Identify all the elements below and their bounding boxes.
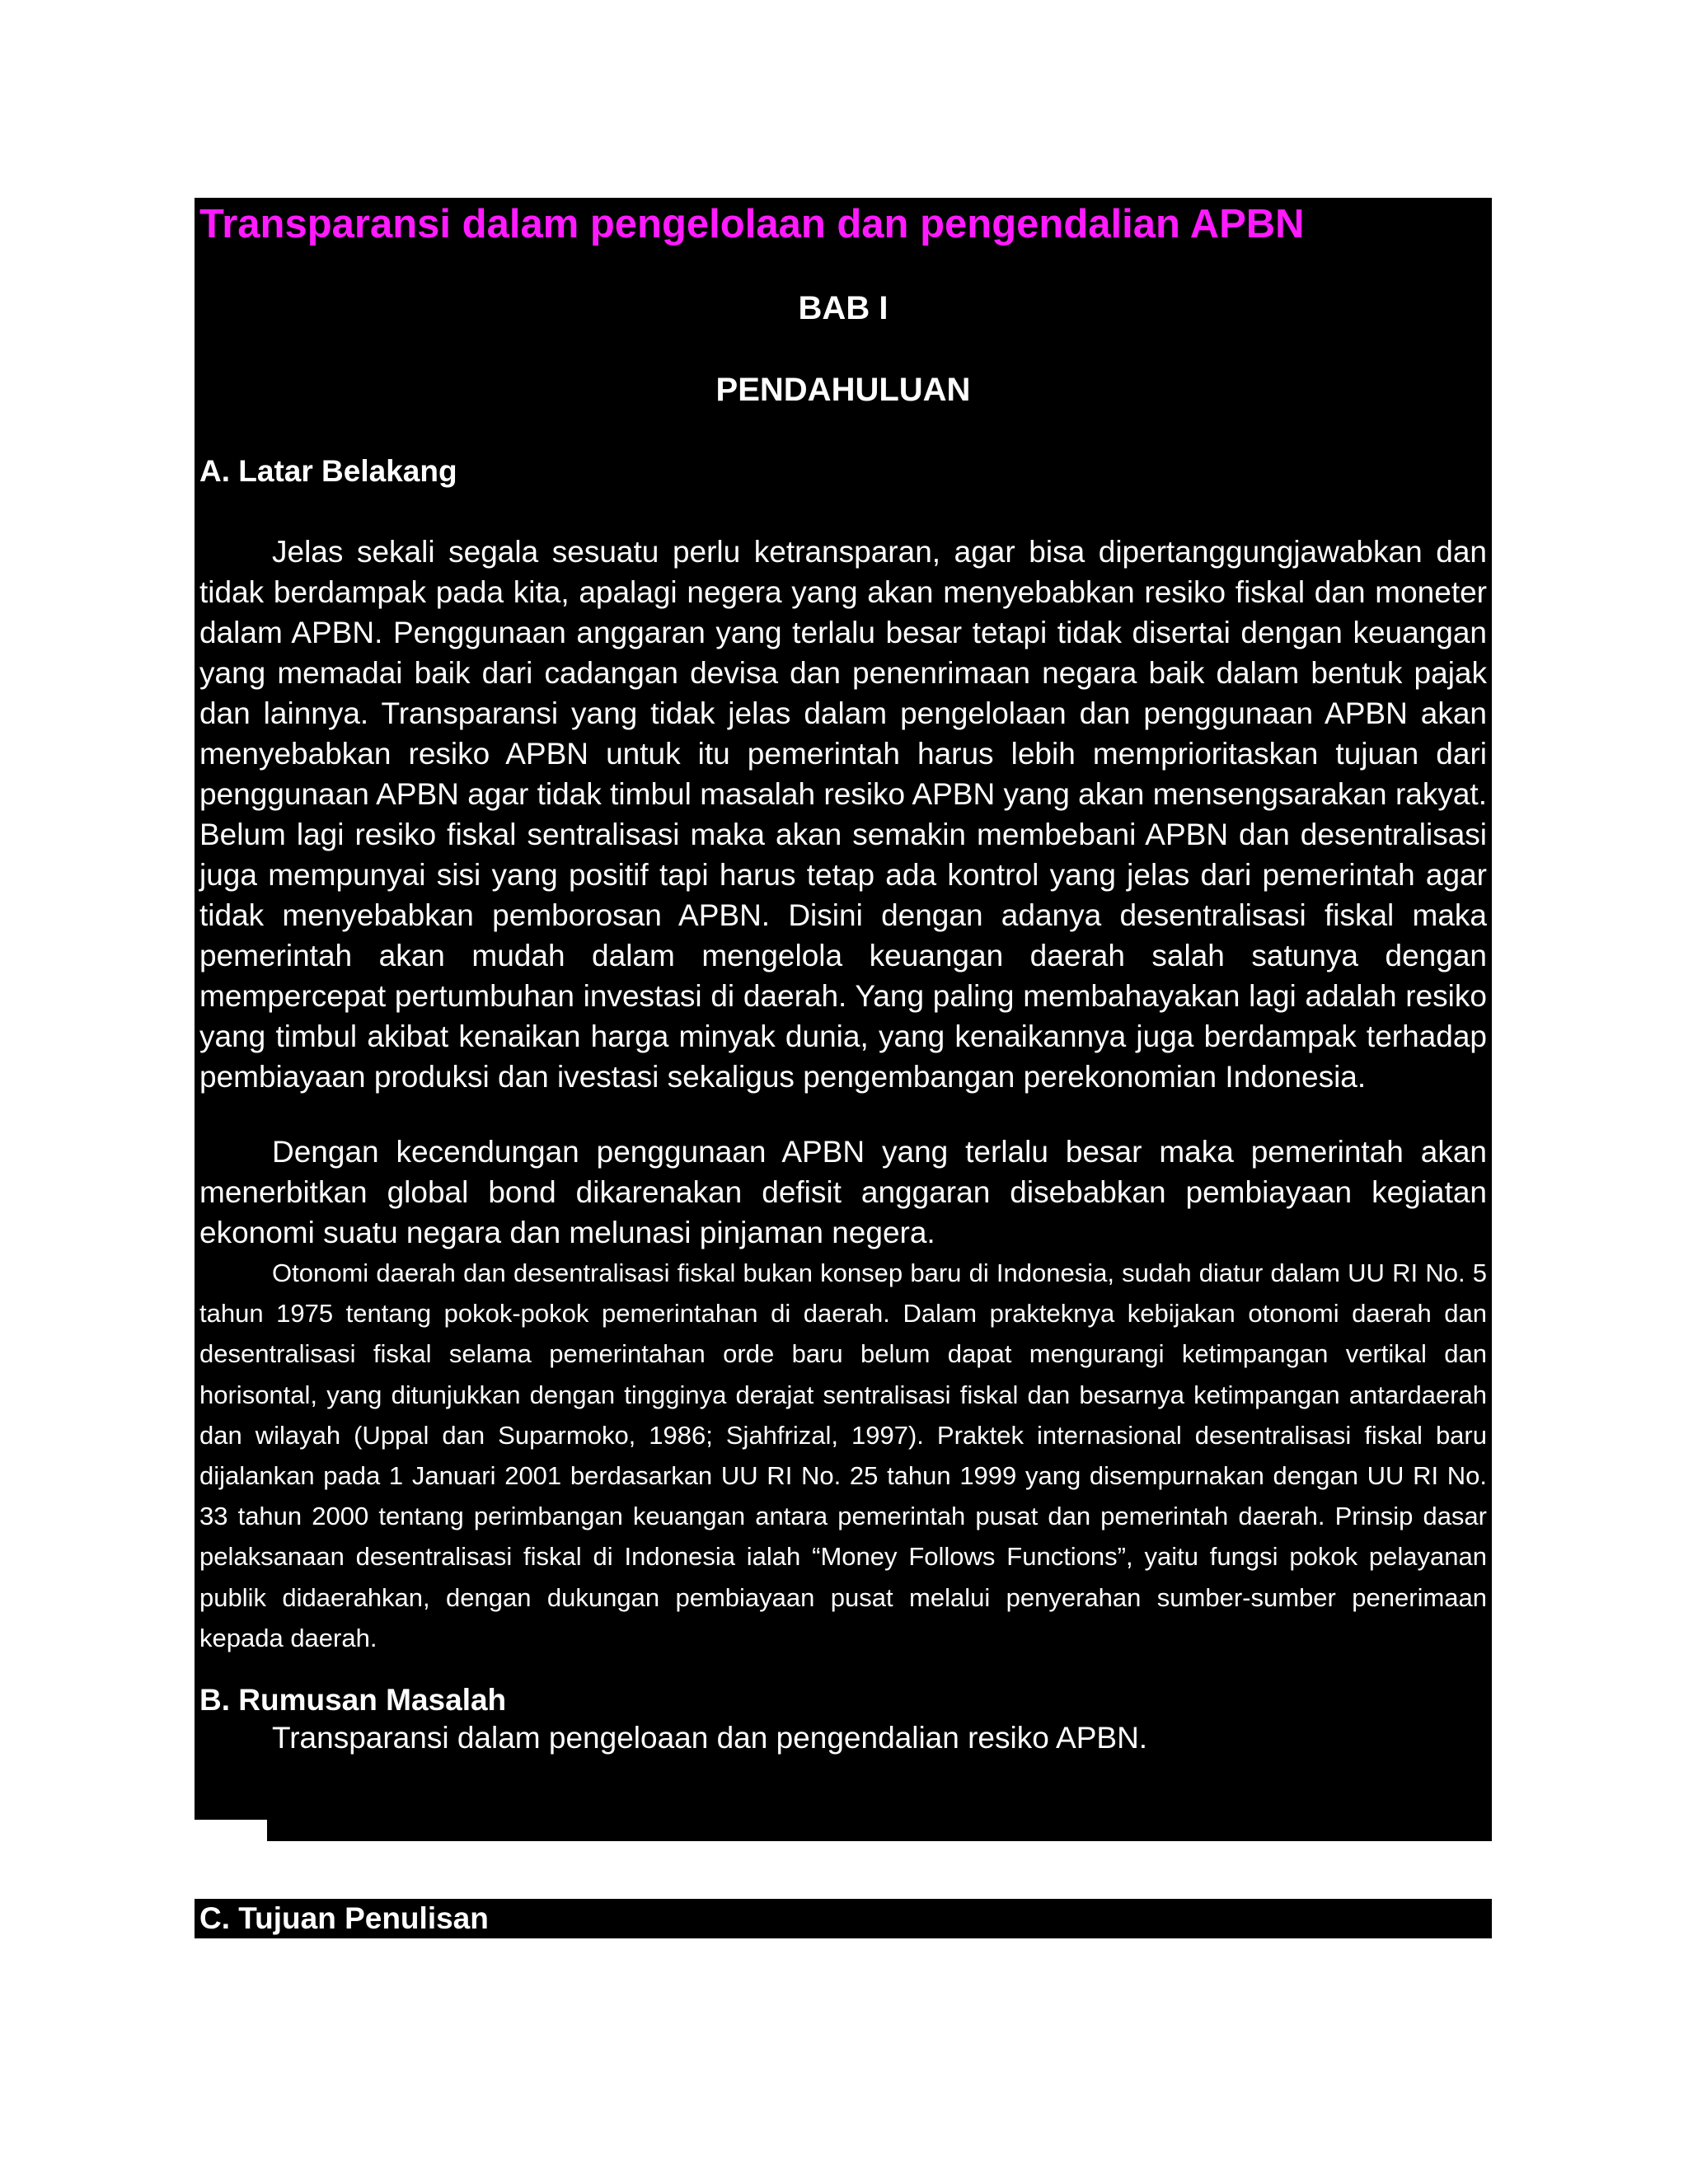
section-c-bar: [195, 1899, 1492, 1938]
section-c-heading: C. Tujuan Penulisan: [199, 1901, 489, 1935]
section-gap: [195, 1858, 1492, 1899]
document-title: Transparansi dalam pengelolaan dan pengendalian APBN: [199, 202, 1305, 246]
paragraph-background-3: Otonomi daerah dan desentralisasi fiskal bukan konsep baru di Indonesia, sudah diatur dalam UU RI No. 5 tahun 1975 tentang pokok-pokok pemerintahan di daerah. Dalam prakteknya kebijakan otonomi daerah dan desentralisasi fiskal selama pemerintahan orde baru belum dapat mengurangi ketimpangan vertikal dan horisontal, yang ditunjukkan dengan tingginya derajat sentralisasi fiskal dan besarnya ketimpangan antardaerah dan wilayah (Uppal dan Suparmoko, 1986; Sjahfrizal, 1997). Praktek internasional desentralisasi fiskal baru dijalankan pada 1 Januari 2001 berdasarkan UU RI No. 25 tahun 1999 yang disempurnakan dengan UU RI No. 33 tahun 2000 tentang perimbangan keuangan antara pemerintah pusat dan pemerintah daerah. Prinsip dasar pelaksanaan desentralisasi fiskal di Indonesia ialah “Money Follows Functions”, yaitu fungsi pokok pelayanan publik didaerahkan, dengan dukungan pembiayaan pusat melalui penyerahan sumber-sumber penerimaan kepada daerah.: [199, 1258, 1487, 1652]
paragraph-background-1: Jelas sekali segala sesuatu perlu ketransparan, agar bisa dipertanggungjawabkan dan tidak berdampak pada kita, apalagi negera yang akan menyebabkan resiko fiskal dan moneter dalam APBN. Penggunaan anggaran yang terlalu besar tetapi tidak disertai dengan keuangan yang memadai baik dari cadangan devisa dan penenrimaan negara baik dalam bentuk pajak dan lainnya. Transparansi yang tidak jelas dalam pengelolaan dan penggunaan APBN akan menyebabkan resiko APBN untuk itu pemerintah harus lebih memprioritaskan tujuan dari penggunaan APBN agar tidak timbul masalah resiko APBN yang akan mensengsarakan rakyat. Belum lagi resiko fiskal sentralisasi maka akan semakin membebani APBN dan desentralisasi juga mempunyai sisi yang positif tapi harus tetap ada kontrol yang jelas dari pemerintah agar tidak menyebabkan pemborosan APBN. Disini dengan adanya desentralisasi fiskal maka pemerintah akan mudah dalam mengelola keuangan daerah salah satunya dengan mempercepat pertumbuhan investasi di daerah. Yang paling membahayakan lagi adalah resiko yang timbul akibat kenaikan harga minyak dunia, yang kenaikannya juga berdampak terhadap pembiayaan produksi dan ivestasi sekaligus pengembangan perekonomian Indonesia.: [199, 535, 1487, 1094]
section-a-heading: A. Latar Belakang: [199, 454, 457, 488]
chapter-number: BAB I: [798, 290, 889, 326]
paragraph-background-2: Dengan kecendungan penggunaan APBN yang terlalu besar maka pemerintah akan menerbitkan global bond dikarenakan defisit anggaran disebabkan pembiayaan kegiatan ekonomi suatu negara dan melunasi pinjaman negera.: [199, 1135, 1487, 1249]
indent-gap: [195, 1820, 267, 1841]
chapter-name: PENDAHULUAN: [715, 372, 971, 408]
document-body: [195, 198, 1492, 1841]
section-b-heading: B. Rumusan Masalah: [199, 1683, 507, 1718]
problem-statement: Transparansi dalam pengeloaan dan pengendalian resiko APBN.: [272, 1721, 1148, 1755]
